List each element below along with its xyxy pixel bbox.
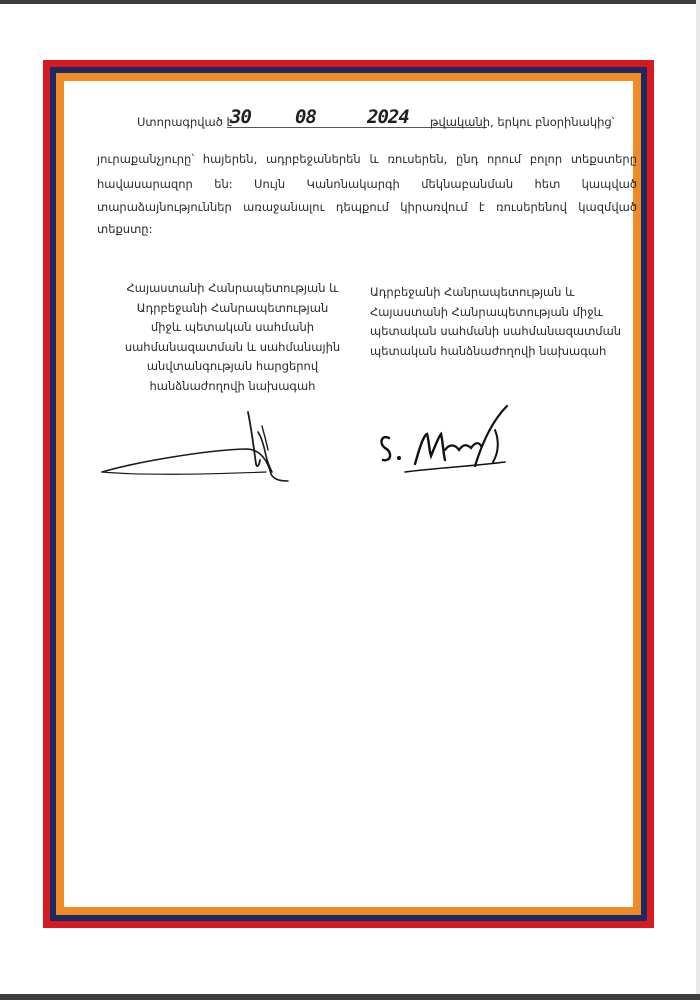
signed-intro: Ստորագրված է [137,115,233,129]
left-signature [96,402,296,492]
right-party-title: Ադրբեջանի Հանրապետության և Հայաստանի Հանրապետության միջև պետական սահմանի սահմանազատման պետական հանձնաժողովի նախագահ [370,285,622,358]
scan-edge-bottom [0,994,700,1000]
scan-edge-right [696,0,700,1000]
scan-edge-top [0,0,700,4]
left-party-title: Հայաստանի Հանրապետության և Ադրբեջանի Հանրապետության միջև պետական սահմանի սահմանազատման և սահմանային անվտանգության հարցերով հանձնաժողովի նախագահ [124,281,341,393]
handwritten-date-month: 08 [295,106,316,128]
after-date-text: թվականի, երկու բնօրինակից՝ [430,115,615,129]
handwritten-date-year: 2024 [367,106,409,128]
right-signature [375,400,525,480]
body-line: տարաձայնություններ առաջանալու դեպքում կիրառվում է ռուսերենով կազմված [97,200,637,214]
handwritten-date-day: 30 [230,106,251,128]
body-line: տեքստը: [97,222,153,236]
body-line: հավասարազոր են: Սույն Կանոնակարգի մեկնաբանման հետ կապված [97,177,637,191]
body-line: յուրաքանչյուրը՝ հայերեն, ադրբեջաներեն և ռուսերեն, ընդ որում բոլոր տեքստերը [97,152,637,166]
